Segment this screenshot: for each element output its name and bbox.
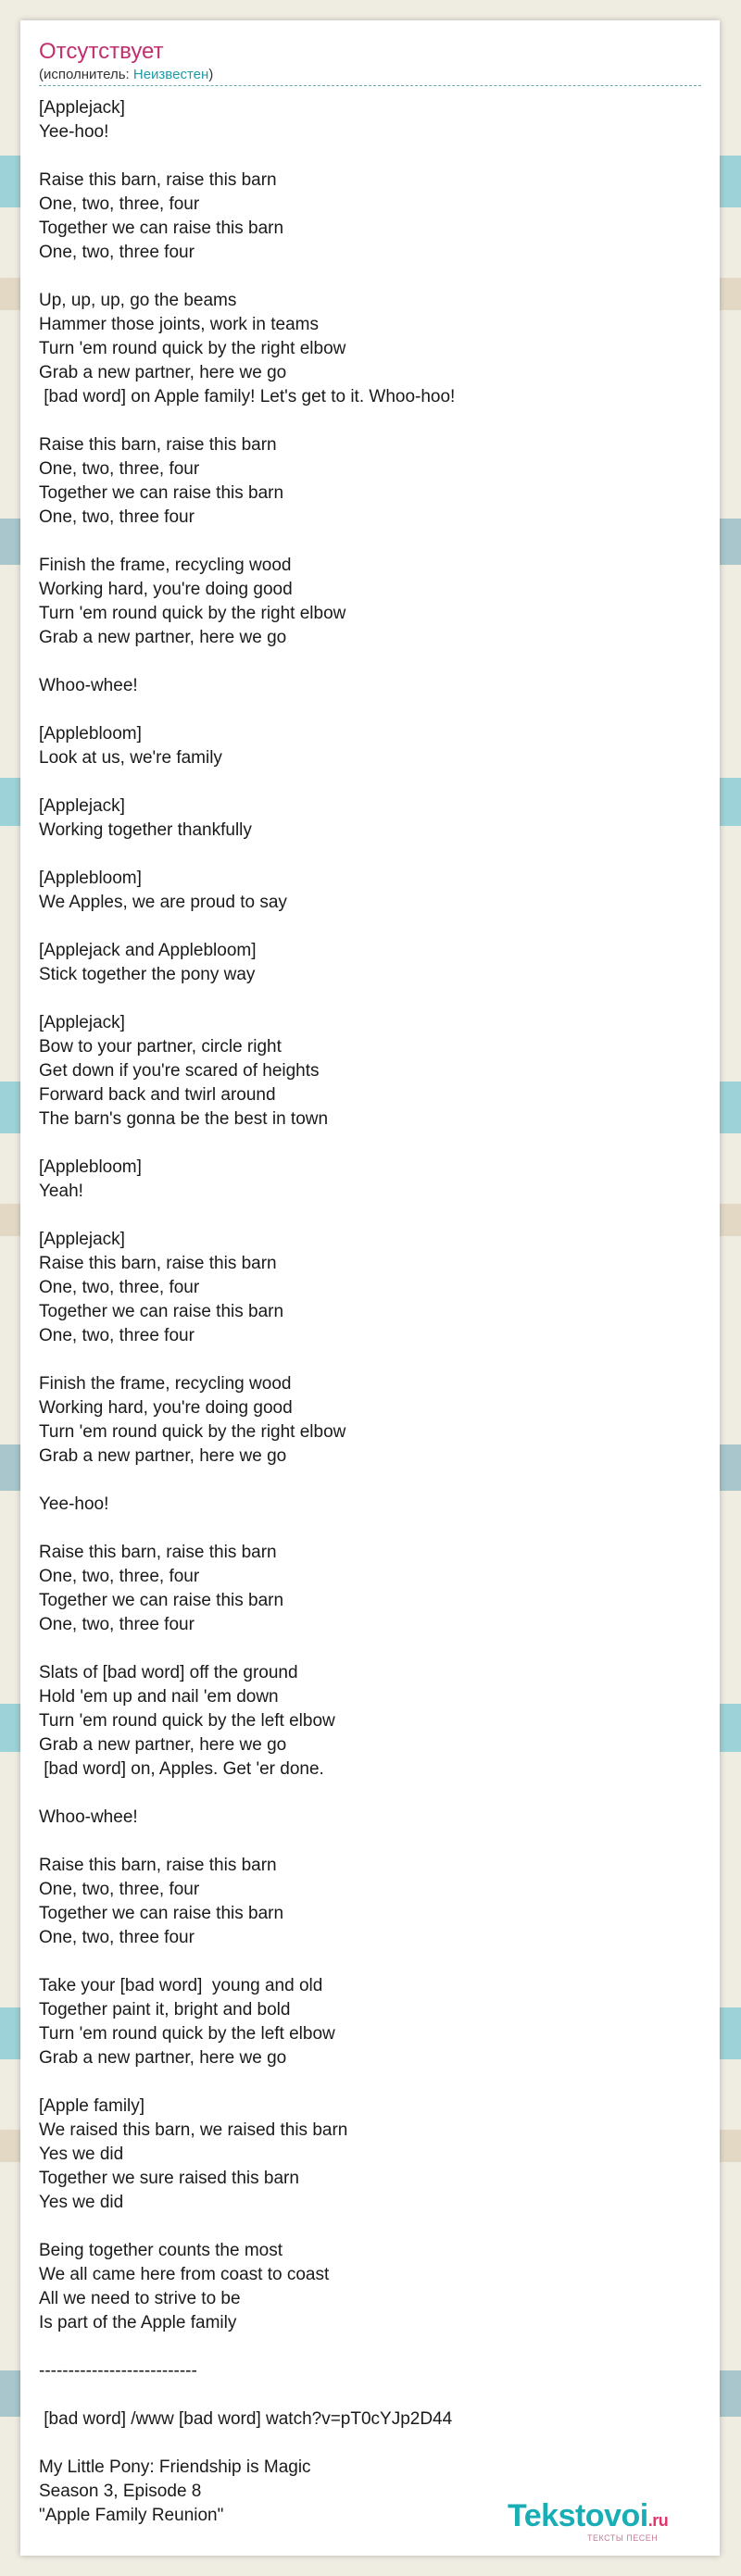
lyrics-blank-line (39, 530, 701, 554)
lyrics-blank-line (39, 1132, 701, 1156)
lyrics-line: Turn 'em round quick by the left elbow (39, 2024, 335, 2044)
lyrics-line: Is part of the Apple family (39, 2313, 237, 2332)
lyrics-blank-line (39, 915, 701, 939)
lyrics-line: Grab a new partner, here we go (39, 628, 287, 647)
lyrics-line: Working hard, you're doing good (39, 580, 293, 599)
lyrics-line: One, two, three, four (39, 1880, 200, 1899)
lyrics-line: Yeah! (39, 1182, 83, 1201)
lyrics-line: Hold 'em up and nail 'em down (39, 1687, 279, 1707)
lyrics-line: [Applejack] (39, 98, 125, 118)
lyrics-blank-line (39, 2432, 701, 2456)
lyrics-line: Raise this barn, raise this barn (39, 1856, 277, 1875)
lyrics-blank-line (39, 770, 701, 794)
logo-tagline: ТЕКСТЫ ПЕСЕН (587, 2533, 659, 2543)
lyrics-line: Yes we did (39, 2145, 124, 2164)
lyrics-line: Finish the frame, recycling wood (39, 556, 292, 575)
lyrics-line: Together we can raise this barn (39, 1904, 284, 1923)
lyrics-blank-line (39, 1204, 701, 1228)
lyrics-blank-line (39, 1950, 701, 1974)
lyrics-blank-line (39, 1348, 701, 1372)
artist-line (39, 67, 213, 82)
lyrics-line: [Applejack and Applebloom] (39, 941, 257, 960)
lyrics-line: Turn 'em round quick by the right elbow (39, 1422, 346, 1442)
lyrics-line: [Applebloom] (39, 1157, 142, 1177)
lyrics-line: Raise this barn, raise this barn (39, 435, 277, 455)
lyrics-blank-line (39, 144, 701, 169)
lyrics-line: [Applejack] (39, 1230, 125, 1249)
lyrics-line: Forward back and twirl around (39, 1085, 276, 1105)
lyrics-blank-line (39, 2070, 701, 2095)
site-logo[interactable] (508, 2498, 668, 2534)
lyrics-blank-line (39, 2215, 701, 2239)
lyrics-line: Look at us, we're family (39, 748, 222, 768)
lyrics-line: [bad word] on Apple family! Let's get to it. Whoo-hoo! (39, 387, 456, 406)
lyrics-line: Together we can raise this barn (39, 483, 284, 503)
lyrics-line: We raised this barn, we raised this barn (39, 2120, 348, 2140)
lyrics-blank-line (39, 1830, 701, 1854)
lyrics-line: One, two, three four (39, 1326, 195, 1345)
lyrics-line: One, two, three, four (39, 459, 200, 479)
lyrics-line: One, two, three, four (39, 1567, 200, 1586)
lyrics-line: [Apple family] (39, 2096, 145, 2116)
lyrics-blank-line (39, 2335, 701, 2359)
artist-prefix: (исполнитель: (39, 67, 133, 82)
lyrics-line: Raise this barn, raise this barn (39, 1543, 277, 1562)
lyrics-line: [Applebloom] (39, 724, 142, 744)
lyrics-line: Working hard, you're doing good (39, 1398, 293, 1418)
lyrics-line: Raise this barn, raise this barn (39, 1254, 277, 1273)
logo-tld: .ru (647, 2511, 669, 2530)
lyrics-blank-line (39, 987, 701, 1011)
lyrics-blank-line (39, 265, 701, 289)
lyrics-line: Whoo-whee! (39, 676, 138, 695)
lyrics-line: [bad word] on, Apples. Get 'er done. (39, 1759, 324, 1779)
lyrics-line: Grab a new partner, here we go (39, 2048, 287, 2068)
lyrics-line: Bow to your partner, circle right (39, 1037, 282, 1057)
lyrics-line: Together we can raise this barn (39, 219, 284, 238)
lyrics-blank-line (39, 1469, 701, 1493)
lyrics-line: We Apples, we are proud to say (39, 893, 287, 912)
lyrics-line: Up, up, up, go the beams (39, 291, 237, 310)
lyrics-line: Take your [bad word] young and old (39, 1976, 323, 1995)
lyrics-line: The barn's gonna be the best in town (39, 1109, 329, 1129)
lyrics-blank-line (39, 2383, 701, 2407)
lyrics-line: Season 3, Episode 8 (39, 2482, 202, 2501)
lyrics-line: Together we sure raised this barn (39, 2169, 299, 2188)
lyrics-line: Turn 'em round quick by the right elbow (39, 604, 346, 623)
lyrics-blank-line (39, 843, 701, 867)
lyrics-line: Together paint it, bright and bold (39, 2000, 291, 2020)
lyrics-text (39, 96, 701, 2528)
lyrics-line: Yee-hoo! (39, 122, 109, 142)
lyrics-line: [Applejack] (39, 796, 125, 816)
lyrics-blank-line (39, 1517, 701, 1541)
artist-link[interactable]: Неизвестен (132, 67, 209, 82)
lyrics-line: Stick together the pony way (39, 965, 256, 984)
lyrics-line: [Applebloom] (39, 869, 142, 888)
lyrics-line: One, two, three four (39, 1928, 195, 1947)
lyrics-line: Grab a new partner, here we go (39, 1735, 287, 1755)
lyrics-line: --------------------------- (39, 2361, 197, 2381)
lyrics-line: We all came here from coast to coast (39, 2265, 330, 2284)
artist-suffix: ) (208, 67, 214, 82)
lyrics-line: Grab a new partner, here we go (39, 1446, 287, 1466)
lyrics-line: Together we can raise this barn (39, 1302, 284, 1321)
lyrics-line: Raise this barn, raise this barn (39, 170, 277, 190)
lyrics-line: Yee-hoo! (39, 1494, 109, 1514)
lyrics-line: One, two, three, four (39, 1278, 200, 1297)
lyrics-line: Get down if you're scared of heights (39, 1061, 320, 1081)
lyrics-line: "Apple Family Reunion" (39, 2506, 224, 2525)
lyrics-line: My Little Pony: Friendship is Magic (39, 2457, 311, 2477)
lyrics-line: [bad word] /www [bad word] watch?v=pT0cYJp2D44 (39, 2409, 453, 2429)
lyrics-line: [Applejack] (39, 1013, 125, 1032)
lyrics-line: Being together counts the most (39, 2241, 283, 2260)
lyrics-line: One, two, three four (39, 1615, 195, 1634)
lyrics-line: Together we can raise this barn (39, 1591, 284, 1610)
lyrics-blank-line (39, 698, 701, 722)
lyrics-line: Hammer those joints, work in teams (39, 315, 319, 334)
lyrics-line: Slats of [bad word] off the ground (39, 1663, 298, 1682)
lyrics-line: Working together thankfully (39, 820, 252, 840)
lyrics-line: One, two, three four (39, 507, 195, 527)
lyrics-line: All we need to strive to be (39, 2289, 241, 2308)
lyrics-line: Finish the frame, recycling wood (39, 1374, 292, 1394)
lyrics-blank-line (39, 409, 701, 433)
song-title: Отсутствует (39, 39, 164, 64)
lyrics-blank-line (39, 1637, 701, 1661)
lyrics-line: Whoo-whee! (39, 1807, 138, 1827)
title-divider (39, 85, 701, 86)
lyrics-line: One, two, three, four (39, 194, 200, 214)
lyrics-blank-line (39, 650, 701, 674)
lyrics-line: One, two, three four (39, 243, 195, 262)
lyrics-card (20, 20, 720, 2556)
lyrics-blank-line (39, 1782, 701, 1806)
logo-name: Tekstovoi (508, 2498, 648, 2533)
lyrics-line: Turn 'em round quick by the right elbow (39, 339, 346, 358)
lyrics-line: Grab a new partner, here we go (39, 363, 287, 382)
lyrics-line: Turn 'em round quick by the left elbow (39, 1711, 335, 1731)
lyrics-line: Yes we did (39, 2193, 124, 2212)
